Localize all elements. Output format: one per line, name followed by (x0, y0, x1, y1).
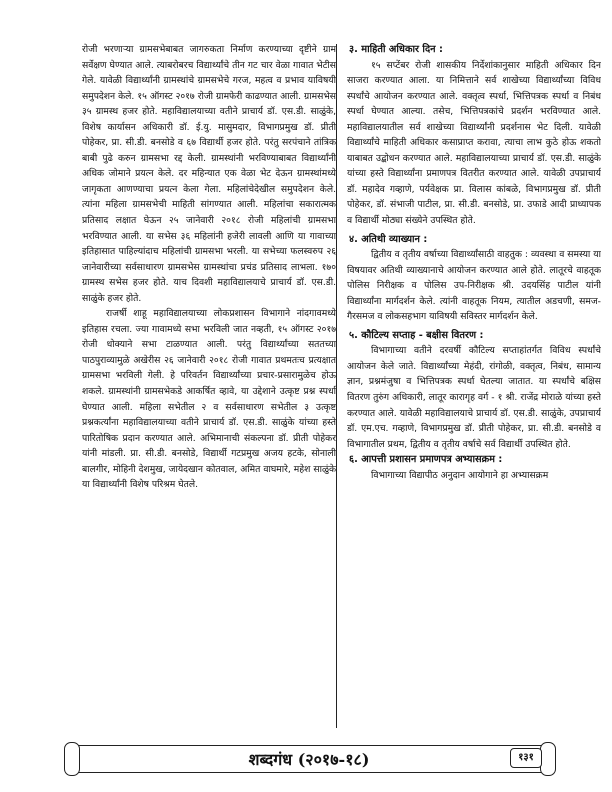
section-text-disaster-course: विभागाच्या विद्यापीठ अनुदान आयोगाने हा अभ्यासक्रम (371, 469, 549, 481)
right-column (347, 42, 601, 732)
left-column (82, 42, 336, 727)
column-divider (336, 44, 337, 728)
paragraph-nandgaon: राजर्षी शाहू महाविद्यालयाच्या लोकप्रशासन विभागाने नांदगावमध्ये इतिहास रचला. ज्या गावामध्ये सभा भरविली जात नव्हती, १५ ऑगस्ट २०१७ रोजी धोक्याने सभा टाळण्यात आली. परंतु विद्यार्थ्यांच्या सततच्या पाठपुराव्यामुळे अखेरीस २६ जानेवारी २०१८ रोजी गावात प्रथमतःच प्रत्यक्षात ग्रामसभा भरविली गेली. हे परिवर्तन विद्यार्थ्यांच्या प्रचार-प्रसारामुळेच होऊ शकले. ग्रामस्थांनी ग्रामसभेकडे आकर्षित व्हावे, या उद्देशाने उत्कृष्ट प्रश्न स्पर्धा घेण्यात आली. महिला सभेतील २ व सर्वसाधारण सभेतील ३ उत्कृष्ट प्रश्नकर्त्यांना महाविद्यालयाच्या वतीने प्राचार्य डॉ. एस.डी. साळुंके यांच्या हस्ते पारितोषिक प्रदान करण्यात आले. अभिमानाची संकल्पना डॉ. प्रीती पोहेकर यांनी मांडली. प्रा. सी.डी. बनसोडे, विद्यार्थी गटप्रमुख अजय हटके, सोनाली बालगीर, मोहिनी देशमुख, जायेदखान कोतवाल, अमित वाघमारे, महेश साळुंके या विद्यार्थ्यांनी विशेष परिश्रम घेतले. (82, 308, 336, 491)
section-heading-guest-lecture: ४. अतिथी व्याख्यान : (349, 233, 428, 245)
section-text-rti-day: १५ सप्टेंबर रोजी शासकीय निर्देशांकानुसार माहिती अधिकार दिन साजरा करण्यात आला. या निमित्ताने सर्व शाखेच्या विद्यार्थ्यांच्या विविध स्पर्धांचे आयोजन करण्यात आले. वक्तृत्व स्पर्धा, भित्तिपत्रक स्पर्धा व निबंध स्पर्धा घेण्यात आल्या. तसेच, भित्तिपत्रकांचे प्रदर्शन भरविण्यात आले. महाविद्यालयातील सर्व शाखेच्या विद्यार्थ्यांनी प्रदर्शनास भेट दिली. यावेळी विद्यार्थ्यांचे माहिती अधिकार कसाप्राप्त करावा, त्याचा लाभ कुठे होऊ शकतो याबाबत उद्बोधन करण्यात आले. महाविद्यालयाच्या प्राचार्य डॉ. एस.डी. साळुंके यांच्या हस्ते विद्यार्थ्यांना प्रमाणपत्र वितरीत करण्यात आले. यावेळी उपप्राचार्य डॉ. महादेव गव्हाणे, पर्यवेक्षक प्रा. विलास कांबळे, विभागप्रमुख डॉ. प्रीती पोहेकर, डॉ. संभाजी पाटील, प्रा. सी.डी. बनसोडे, प्रा. उफाडे आदी प्राध्यापक व विद्यार्थी मोठ्या संख्येने उपस्थित होते. (347, 59, 601, 227)
section-heading-kautilya-week: ५. कौटिल्य सप्ताह - बक्षीस वितरण : (349, 329, 484, 341)
page-number: १३१ (510, 748, 542, 768)
section-heading-rti-day: ३. माहिती अधिकार दिन : (349, 44, 443, 55)
section-text-kautilya-week: विभागाच्या वतीने दरवर्षी कौटिल्य सप्ताहांतर्गत विविध स्पर्धांचे आयोजन केले जाते. विद्यार्थ्यांच्या मेहंदी, रांगोळी, वक्तृत्व, निबंध, सामान्य ज्ञान, प्रश्नमंजुषा व भित्तिपत्रक स्पर्धा घेतल्या जातात. या स्पर्धांचे बक्षिस वितरण तुरुंग अधिकारी, लातूर कारागृह वर्ग - १ श्री. राजेंद्र मोराळे यांच्या हस्ते करण्यात आले. यावेळी महाविद्यालयाचे प्राचार्य डॉ. एस.डी. साळुंके, उपप्राचार्य डॉ. एम.एच. गव्हाणे, विभागप्रमुख डॉ. प्रीती पोहेकर, प्रा. सी.डी. बनसोडे व विभागातील प्रथम, द्वितीय व तृतीय वर्षाचे सर्व विद्यार्थी उपस्थित होते. (347, 345, 601, 450)
section-heading-disaster-course: ६. आपत्ती प्रशासन प्रमाणपत्र अभ्यासक्रम : (349, 454, 503, 466)
footer-title: शब्दगंध (२०१७-१८) (248, 750, 370, 769)
paragraph-gram-sabha: रोजी भरणाऱ्या ग्रामसभेबाबत जागरुकता निर्माण करण्याच्या दृष्टीने ग्राम सर्वेक्षण घेण्यात आले. त्याबरोबरच विद्यार्थ्यांचे तीन गट चार वेळा गावात भेटीस गेले. यावेळी विद्यार्थ्यांनी ग्रामस्थांचे ग्रामसभेचे गरज, महत्व व प्रभाव याविषयी समुपदेशन केले. १५ ऑगस्ट २०१७ रोजी ग्रामफेरी काढण्यात आली. ग्रामसभेस ३५ ग्रामस्थ हजर होते. महाविद्यालयाच्या वतीने प्राचार्य डॉ. एस.डी. साळुंके, विशेष कार्यासन अधिकारी डॉ. ई.यु. मासुमदार, विभागप्रमुख डॉ. प्रीती पोहेकर, प्रा. सी.डी. बनसोडे व ६७ विद्यार्थी हजर होते. परंतु सरपंचाने तांत्रिक बाबी पुढे करुन ग्रामसभा रद्द केली. ग्रामस्थांनी भरविण्याबाबत विद्यार्थ्यांनी अधिक जोमाने प्रयत्न केले. दर महिन्यात एक वेळा भेट देऊन ग्रामस्थांमध्ये जागृकता आणण्याचा प्रयत्न केला गेला. महिलांचेदेखील समुपदेशन केले. त्यांना महिला ग्रामसभेची माहिती सांगण्यात आली. महिलांचा सकारात्मक प्रतिसाद लक्षात घेऊन २५ जानेवारी २०१८ रोजी महिलांची ग्रामसभा भरविण्यात आली. या सभेस ३६ महिलांनी हजेरी लावली आणि या गावाच्या इतिहासात पाहिल्यांदाच महिलांची ग्रामसभा भरली. या सभेच्या फलस्वरुप २६ जानेवारीच्या सर्वसाधारण ग्रामसभेस ग्रामस्थांचा प्रचंड प्रतिसाद लाभला. १७० ग्रामस्थ सभेस हजर होते. याच दिवशी महाविद्यालयाचे प्राचार्य डॉ. एस.डी. साळुंके हजर होते. (82, 44, 336, 304)
section-text-guest-lecture: द्वितीय व तृतीय वर्षाच्या विद्यार्थ्यांसाठी वाहतुक : व्यवस्था व समस्या या विषयावर अतिथी व्याख्यानाचे आयोजन करण्यात आले होते. लातूरचे वाहतूक पोलिस निरीक्षक व पोलिस उप-निरीक्षक श्री. उदयसिंह पाटील यांनी विद्यार्थ्यांना मार्गदर्शन केले. त्यांनी वाहतूक नियम, त्यातील अडचणी, समज-गैरसमज व लोकसहभाग याविषयी सविस्तर मार्गदर्शन केले. (347, 249, 601, 323)
